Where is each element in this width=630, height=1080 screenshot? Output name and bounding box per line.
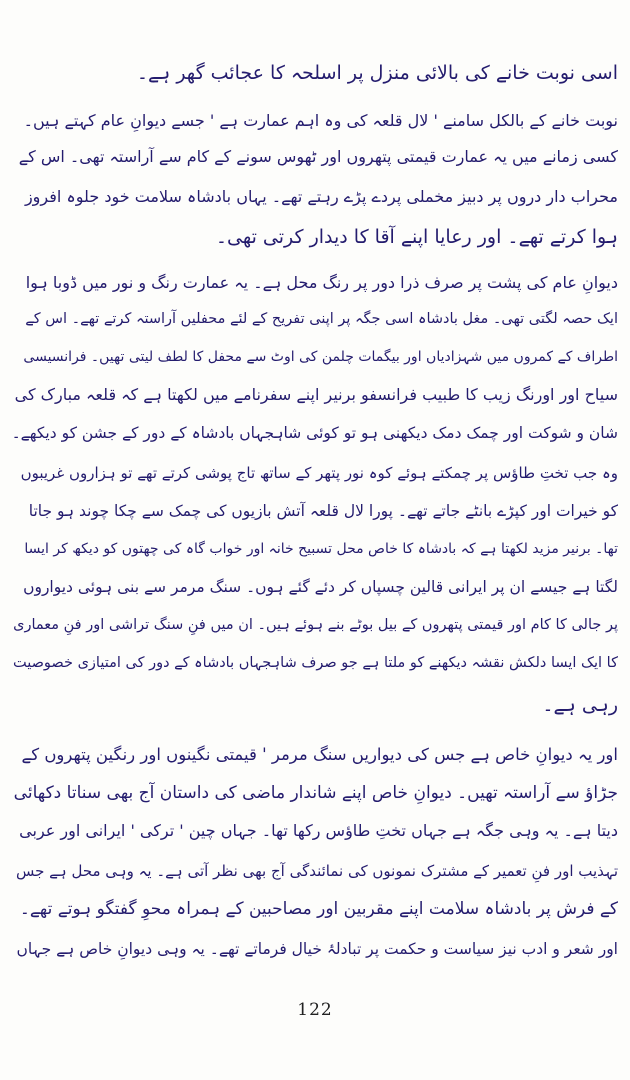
text-line: تھا۔ برنیر مزید لکھتا ہے کہ بادشاہ کا خاص محل تسبیح خانہ اور خواب گاہ کی چھتوں کو دیکھ کر ایسا [24,541,618,557]
text-line: شان و شوکت اور چمک دمک دیکھنی ہو تو کوئی شاہجہاں بادشاہ کے دور کے جشن کو دیکھے۔ [12,424,618,442]
text-line: جڑاؤ سے آراستہ تھیں۔ دیوانِ خاص اپنے شاندار ماضی کی داستان آج بھی سناتا دکھائی [13,783,618,803]
text-line: سیاح اور اورنگ زیب کا طبیب فرانسفو برنیر اپنے سفرنامے میں لکھتا ہے کہ قلعہ مبارک کی [14,385,618,404]
text-line: دیوانِ عام کی پشت پر صرف ذرا دور پر رنگ محل ہے۔ یہ عمارت رنگ و نور میں ڈوبا ہوا [25,273,618,292]
text-line: ایک حصہ لگتی تھی۔ مغل بادشاہ اسی جگہ پر اپنی تفریح کے لئے محفلیں آراستہ کرتے تھے۔ اس کے [25,311,618,327]
text-line: اور یہ دیوانِ خاص ہے جس کی دیواریں سنگ مرمر ' قیمتی نگینوں اور رنگین پتھروں کے [21,745,618,764]
page-number: 122 [297,1000,333,1020]
text-line: اسی نوبت خانے کی بالائی منزل پر اسلحہ کا عجائب گھر ہے۔ [136,62,618,84]
text-line: کسی زمانے میں یہ عمارت قیمتی پتھروں اور ٹھوس سونے کے کام سے آراستہ تھی۔ اس کے [18,147,618,166]
text-line: پر جالی کا کام اور قیمتی پتھروں کے بیل بوٹے بنے ہوئے ہیں۔ ان میں فنِ سنگ تراشی اور فنِ معماری [13,617,618,633]
text-line: کا ایک ایسا دلکش نقشہ دیکھنے کو ملتا ہے جو صرف شاہجہاں بادشاہ کے دور کی امتیازی خصوصیت [13,655,618,671]
text-line: رہی ہے۔ [542,694,618,716]
text-line: محراب دار دروں پر دبیز مخملی پردے پڑے رہتے تھے۔ یہاں بادشاہ سلامت خود جلوہ افروز [24,187,618,206]
text-line: اطراف کے کمروں میں شہزادیاں اور بیگمات چلمن کی اوٹ سے محفل کا لطف لیتی تھیں۔ فرانسیسی [23,349,618,365]
text-line: ہوا کرتے تھے۔ اور رعایا اپنے آقا کا دیدار کرتی تھی۔ [215,226,618,248]
text-line: کو خیرات اور کپڑے بانٹے جاتے تھے۔ پورا لال قلعہ آتش بازیوں کی چمک سے چکا چوند ہو جاتا [28,502,618,520]
text-line: دیتا ہے۔ یہ وہی جگہ ہے جہاں تختِ طاؤس رکھا تھا۔ جہاں چین ' ترکی ' ایرانی اور عربی [19,821,618,840]
text-line: لگتا ہے جیسے ان پر ایرانی قالین چسپاں کر دئے گئے ہوں۔ سنگ مرمر سے بنی ہوئی دیواروں [23,578,618,596]
text-line: وہ جب تختِ طاؤس پر چمکتے ہوئے کوہ نور پتھر کے ساتھ تاج پوشی کرتے تھے تو ہزاروں غریبوں [20,464,618,482]
text-line: نوبت خانے کے بالکل سامنے ' لال قلعہ کی وہ اہم عمارت ہے ' جسے دیوانِ عام کہتے ہیں۔ [23,111,618,130]
text-line: اور شعر و ادب نیز سیاست و حکمت پر تبادلۂ خیال فرماتے تھے۔ یہ وہی دیوانِ خاص ہے جہاں [16,940,618,958]
text-line: تہذیب اور فنِ تعمیر کے مشترک نمونوں کی نمائندگی آج بھی نظر آتی ہے۔ یہ وہی محل ہے جس [15,862,618,880]
text-line: کے فرش پر بادشاہ سلامت اپنے مقربین اور مصاحبین کے ہمراہ محوِ گفتگو ہوتے تھے۔ [19,899,618,919]
